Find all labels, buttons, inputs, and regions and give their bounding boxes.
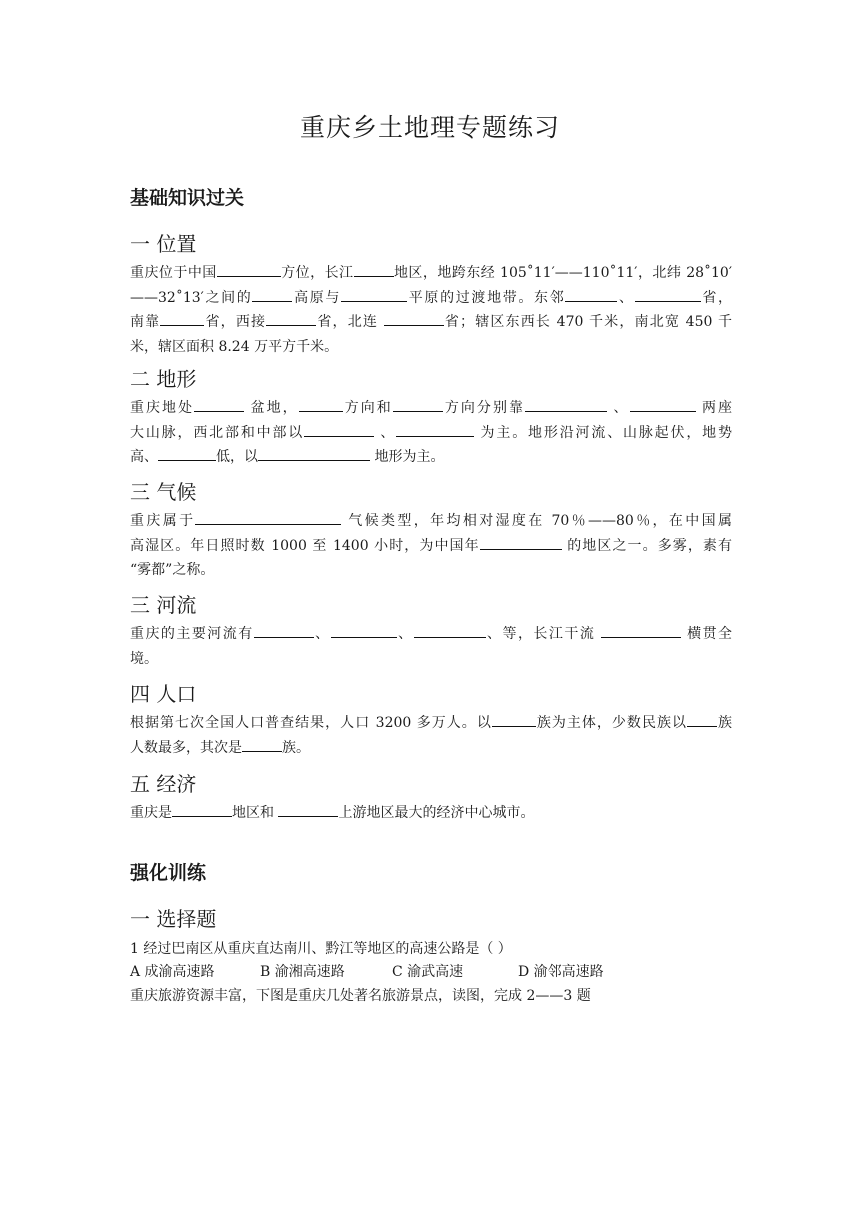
text-segment: 为主。地形沿河流、山脉起伏，地势 [474,424,733,441]
question-1-options [130,960,604,984]
fill-blank[interactable] [160,311,204,326]
fill-blank[interactable] [217,262,281,277]
text-line [130,647,732,672]
text-segment: 高湿区。年日照时数 1000 至 1400 小时，为中国年 [130,537,480,554]
text-line [130,261,732,286]
text-segment: 境。 [130,650,158,667]
question-1: 1 经过巴南区从重庆直达南川、黔江等地区的高速公路是（ ） [130,941,512,957]
fill-blank[interactable] [687,712,717,727]
text-segment: 人数最多，其次是 [130,739,242,756]
text-segment: “雾都”之称。 [130,562,215,578]
text-segment: 、等，长江干流 [485,626,602,642]
fill-blank[interactable] [635,287,701,302]
fill-blank[interactable] [299,397,343,412]
paragraph-population [130,711,732,760]
option-b[interactable]: B 渝湘高速路 [260,964,345,980]
fill-blank[interactable] [331,623,397,638]
text-line [130,711,732,736]
text-segment: 重庆地处 [130,400,195,416]
subheading-rivers: 三 河流 [130,593,197,617]
text-segment: 省，北连 [316,314,384,330]
subheading-climate: 三 气候 [130,480,197,504]
text-line [130,396,732,421]
text-segment: ——32˚13′之间的 [130,289,253,306]
text-segment: 地区，地跨东经 105˚11′——110˚11′，北纬 28˚10′ [393,265,733,281]
text-line [130,310,732,335]
text-segment: 、 [374,424,397,441]
fill-blank[interactable] [194,397,244,412]
text-segment: 高、 [130,449,158,465]
fill-blank[interactable] [254,623,314,638]
fill-blank[interactable] [354,262,394,277]
fill-blank[interactable] [158,446,216,461]
section-heading-basics: 基础知识过关 [130,187,245,209]
section-heading-training: 强化训练 [130,862,207,884]
text-segment: 族为主体，少数民族以 [535,715,687,731]
text-segment: 南靠 [130,314,161,330]
text-segment: 族。 [282,739,310,756]
page-title: 重庆乡土地理专题练习 [299,113,560,142]
option-a[interactable]: A 成渝高速路 [130,964,215,980]
subheading-terrain: 二 地形 [130,367,197,391]
text-segment: 高原与 [292,289,342,306]
text-segment: 省；辖区东西长 470 千米，南北宽 450 千 [443,314,733,330]
text-segment: 的地区之一。多雾，素有 [561,537,733,554]
text-segment: 米，辖区面积 8.24 万平方千米。 [130,338,339,355]
text-segment: 重庆位于中国 [130,265,217,281]
subheading-population: 四 人口 [130,682,197,706]
paragraph-location [130,261,732,359]
text-segment: 、 [617,289,635,306]
text-segment: 省，西接 [204,314,267,330]
fill-blank[interactable] [258,446,370,461]
fill-blank[interactable] [252,287,292,302]
subheading-choice: 一 选择题 [130,907,217,931]
text-segment: 低，以 [216,449,258,465]
text-line [130,421,732,446]
text-segment: 根据第七次全国人口普查结果，人口 3200 多万人。以 [130,715,492,731]
paragraph-terrain [130,396,732,470]
text-segment: 盆地， [244,400,299,416]
text-line [130,286,732,311]
text-segment: 两座 [695,400,733,416]
fill-blank[interactable] [525,397,607,412]
fill-blank[interactable] [393,397,443,412]
text-segment: 族 [717,715,733,731]
fill-blank[interactable] [396,422,474,437]
text-segment: 、 [313,626,331,642]
text-line [130,801,732,826]
fill-blank[interactable] [242,737,282,752]
question-2-3-intro: 重庆旅游资源丰富，下图是重庆几处著名旅游景点，读图，完成 2——3 题 [130,988,591,1004]
text-line [130,534,732,559]
option-d[interactable]: D 渝邻高速路 [518,964,604,980]
text-line [130,736,732,761]
fill-blank[interactable] [341,287,407,302]
text-segment: 重庆属于 [130,513,196,529]
text-segment: 、 [607,400,630,416]
text-segment: 地形为主。 [370,449,445,465]
text-segment: 、 [396,626,414,642]
text-line [130,445,732,470]
fill-blank[interactable] [195,510,341,525]
fill-blank[interactable] [565,287,617,302]
fill-blank[interactable] [601,623,681,638]
text-line [130,509,732,534]
text-segment: 方向分别靠 [442,400,526,416]
fill-blank[interactable] [266,311,316,326]
paragraph-climate [130,509,732,583]
fill-blank[interactable] [414,623,486,638]
text-segment: 大山脉，西北部和中部以 [130,424,305,441]
text-segment: 方位，长江 [280,265,354,281]
text-segment: 地区和 [232,805,279,821]
fill-blank[interactable] [480,535,562,550]
text-segment: 气候类型，年均相对湿度在 70％——80％，在中国属 [341,513,733,529]
fill-blank[interactable] [172,802,232,817]
subheading-economy: 五 经济 [130,772,197,796]
paragraph-economy [130,801,732,826]
text-segment: 重庆是 [130,805,172,821]
fill-blank[interactable] [304,422,374,437]
fill-blank[interactable] [384,311,444,326]
paragraph-rivers [130,622,732,671]
text-segment: 重庆的主要河流有 [130,626,254,642]
fill-blank[interactable] [630,397,696,412]
fill-blank[interactable] [492,712,536,727]
text-line [130,558,732,583]
text-segment: 横贯全 [681,626,733,642]
text-segment: 省， [700,289,733,306]
text-line [130,335,732,360]
fill-blank[interactable] [278,802,338,817]
text-segment: 上游地区最大的经济中心城市。 [338,805,535,821]
subheading-location: 一 位置 [130,232,197,256]
text-segment: 平原的过渡地带。东邻 [407,289,566,306]
option-c[interactable]: C 渝武高速 [392,964,464,980]
text-segment: 方向和 [342,400,393,416]
text-line [130,622,732,647]
